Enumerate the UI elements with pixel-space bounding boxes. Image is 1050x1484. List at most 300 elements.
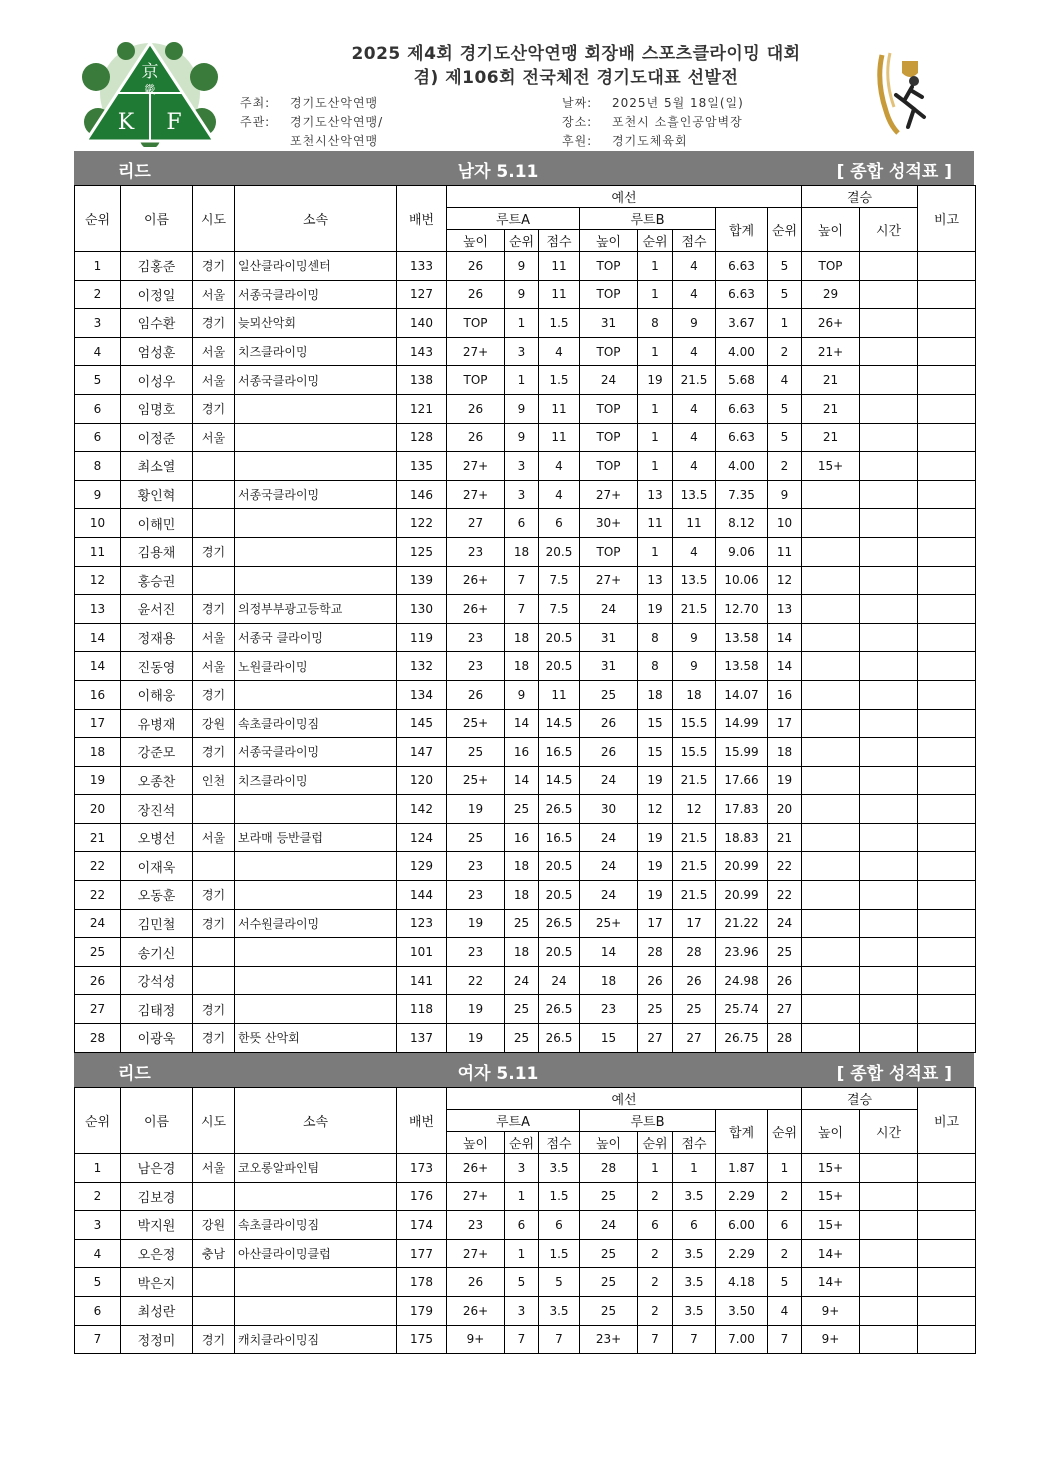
team-cell [235,423,397,452]
route-b-place-cell: 11 [638,509,673,538]
total-cell: 14.07 [716,680,768,709]
route-a-place-cell: 7 [505,566,539,595]
bib-cell: 122 [397,509,447,538]
prelim-rank-cell: 22 [768,881,802,910]
name-cell: 강준모 [121,738,193,767]
final-height-cell [802,995,860,1024]
region-cell: 경기 [193,394,235,423]
bib-cell: 173 [397,1154,447,1183]
route-b-height-cell: 27+ [580,566,638,595]
prelim-rank-cell: 20 [768,795,802,824]
region-cell [193,966,235,995]
col-prelim: 예선 [447,1088,802,1110]
route-a-place-cell: 5 [505,1268,539,1297]
route-b-score-cell: 3.5 [673,1182,716,1211]
region-cell: 경기 [193,995,235,1024]
date-info [562,94,744,111]
route-a-score-cell: 4 [539,337,580,366]
route-b-place-cell: 19 [638,366,673,395]
final-height-cell [802,738,860,767]
route-b-height-cell: 15 [580,1024,638,1053]
final-time-cell [860,938,918,967]
route-a-score-cell: 3.5 [539,1154,580,1183]
region-cell: 서울 [193,366,235,395]
team-cell [235,566,397,595]
region-cell: 경기 [193,680,235,709]
bib-cell: 123 [397,909,447,938]
result-row [75,366,976,395]
route-b-place-cell: 7 [638,1325,673,1354]
final-time-cell [860,337,918,366]
route-b-score-cell: 11 [673,509,716,538]
route-a-place-cell: 6 [505,1211,539,1240]
route-b-height-cell: TOP [580,394,638,423]
rank-cell: 17 [75,709,121,738]
route-b-place-cell: 6 [638,1211,673,1240]
final-time-cell [860,881,918,910]
organizer-value-2: 포천시산악연맹 [290,134,379,148]
final-height-cell [802,623,860,652]
prelim-rank-cell: 2 [768,1182,802,1211]
result-row [75,795,976,824]
region-cell: 서울 [193,337,235,366]
final-time-cell [860,252,918,281]
name-cell: 최소열 [121,452,193,481]
rank-cell: 2 [75,1182,121,1211]
men-category: 남자 5.11 [457,162,539,182]
col-b-place: 순위 [638,1132,673,1154]
route-b-place-cell: 17 [638,909,673,938]
region-cell [193,852,235,881]
bib-cell: 174 [397,1211,447,1240]
total-cell: 2.29 [716,1182,768,1211]
route-b-place-cell: 28 [638,938,673,967]
team-cell: 서종국클라이밍 [235,366,397,395]
rank-cell: 8 [75,452,121,481]
prelim-rank-cell: 6 [768,1211,802,1240]
team-cell: 서종국클라이밍 [235,738,397,767]
route-b-height-cell: 23+ [580,1325,638,1354]
route-b-height-cell: 18 [580,966,638,995]
name-cell: 엄성훈 [121,337,193,366]
route-a-place-cell: 25 [505,795,539,824]
route-b-place-cell: 2 [638,1296,673,1325]
team-cell [235,394,397,423]
route-a-place-cell: 9 [505,280,539,309]
prelim-rank-cell: 16 [768,680,802,709]
route-a-place-cell: 3 [505,337,539,366]
total-cell: 13.58 [716,652,768,681]
route-b-height-cell: TOP [580,537,638,566]
route-b-score-cell: 21.5 [673,852,716,881]
organizer-info [240,113,383,130]
total-cell: 3.50 [716,1296,768,1325]
route-b-height-cell: 24 [580,766,638,795]
final-height-cell: 21 [802,366,860,395]
route-a-height-cell: 25+ [447,709,505,738]
prelim-rank-cell: 7 [768,1325,802,1354]
route-a-place-cell: 1 [505,1239,539,1268]
team-cell: 속초클라이밍짐 [235,1211,397,1240]
total-cell: 17.83 [716,795,768,824]
route-a-height-cell: 27+ [447,452,505,481]
result-row [75,1325,976,1354]
route-a-score-cell: 3.5 [539,1296,580,1325]
remarks-cell [918,595,976,624]
name-cell: 홍승권 [121,566,193,595]
women-category: 여자 5.11 [457,1064,539,1084]
col-b-height: 높이 [580,230,638,252]
total-cell: 7.35 [716,480,768,509]
route-b-height-cell: 27+ [580,480,638,509]
result-row [75,1154,976,1183]
remarks-cell [918,909,976,938]
route-a-height-cell: 26 [447,680,505,709]
route-a-score-cell: 26.5 [539,909,580,938]
route-a-height-cell: 27 [447,509,505,538]
region-cell [193,509,235,538]
final-height-cell: 21 [802,423,860,452]
route-b-score-cell: 21.5 [673,366,716,395]
prelim-rank-cell: 24 [768,909,802,938]
final-height-cell: 9+ [802,1296,860,1325]
route-b-score-cell: 4 [673,452,716,481]
region-cell [193,795,235,824]
col-total: 합계 [716,208,768,252]
prelim-rank-cell: 22 [768,852,802,881]
name-cell: 최성란 [121,1296,193,1325]
team-cell: 서종국클라이밍 [235,480,397,509]
bib-cell: 132 [397,652,447,681]
region-cell [193,1182,235,1211]
route-b-place-cell: 1 [638,452,673,481]
bib-cell: 119 [397,623,447,652]
col-region: 시도 [193,186,235,252]
team-cell: 서종국클라이밍 [235,280,397,309]
region-cell: 경기 [193,881,235,910]
host-label: 주최: [240,96,271,110]
route-b-score-cell: 3.5 [673,1296,716,1325]
col-final: 결승 [802,186,918,208]
route-b-place-cell: 1 [638,337,673,366]
prelim-rank-cell: 1 [768,1154,802,1183]
final-time-cell [860,452,918,481]
final-height-cell: 15+ [802,1182,860,1211]
col-name: 이름 [121,186,193,252]
final-time-cell [860,966,918,995]
route-a-score-cell: 1.5 [539,1239,580,1268]
route-b-place-cell: 19 [638,595,673,624]
climber-trophy-icon [868,51,938,137]
route-a-height-cell: 25 [447,738,505,767]
region-cell [193,452,235,481]
name-cell: 이재욱 [121,852,193,881]
prelim-rank-cell: 28 [768,1024,802,1053]
region-cell: 서울 [193,280,235,309]
name-cell: 오종찬 [121,766,193,795]
final-time-cell [860,823,918,852]
route-a-score-cell: 11 [539,252,580,281]
route-a-height-cell: 26 [447,252,505,281]
route-a-place-cell: 14 [505,766,539,795]
name-cell: 진동영 [121,652,193,681]
prelim-rank-cell: 25 [768,938,802,967]
route-b-height-cell: 25 [580,680,638,709]
route-b-score-cell: 21.5 [673,823,716,852]
route-b-score-cell: 25 [673,995,716,1024]
rank-cell: 3 [75,1211,121,1240]
rank-cell: 9 [75,480,121,509]
rank-cell: 6 [75,1296,121,1325]
result-row [75,1296,976,1325]
route-b-place-cell: 1 [638,280,673,309]
prelim-rank-cell: 4 [768,1296,802,1325]
route-a-place-cell: 18 [505,652,539,681]
route-a-place-cell: 25 [505,909,539,938]
route-a-place-cell: 16 [505,738,539,767]
title-line-1: 2025 제4회 경기도산악연맹 회장배 스포츠클라이밍 대회 [351,44,801,64]
place-info [562,113,743,130]
final-height-cell [802,823,860,852]
route-a-score-cell: 6 [539,509,580,538]
remarks-cell [918,280,976,309]
route-b-score-cell: 18 [673,680,716,709]
route-b-place-cell: 2 [638,1268,673,1297]
route-b-place-cell: 8 [638,623,673,652]
prelim-rank-cell: 14 [768,623,802,652]
route-b-place-cell: 13 [638,480,673,509]
route-a-place-cell: 3 [505,1296,539,1325]
rank-cell: 7 [75,1325,121,1354]
prelim-rank-cell: 2 [768,337,802,366]
final-height-cell [802,709,860,738]
col-total: 합계 [716,1110,768,1154]
final-time-cell [860,509,918,538]
route-b-place-cell: 18 [638,680,673,709]
remarks-cell [918,995,976,1024]
bib-cell: 130 [397,595,447,624]
total-cell: 6.63 [716,252,768,281]
final-time-cell [860,1154,918,1183]
route-b-place-cell: 26 [638,966,673,995]
final-time-cell [860,623,918,652]
route-a-height-cell: 23 [447,938,505,967]
final-time-cell [860,280,918,309]
men-results-table [74,185,976,1053]
women-sheet-label: [ 종합 성적표 ] [836,1064,952,1084]
route-a-height-cell: 23 [447,537,505,566]
logo-mark-right: F [166,110,182,135]
col-region: 시도 [193,1088,235,1154]
route-a-score-cell: 1.5 [539,366,580,395]
total-cell: 20.99 [716,852,768,881]
result-row [75,566,976,595]
bib-cell: 121 [397,394,447,423]
col-a-height: 높이 [447,230,505,252]
col-rank: 순위 [75,1088,121,1154]
result-row [75,766,976,795]
route-a-height-cell: 26 [447,280,505,309]
route-a-place-cell: 25 [505,1024,539,1053]
prelim-rank-cell: 5 [768,1268,802,1297]
rank-cell: 12 [75,566,121,595]
final-time-cell [860,1182,918,1211]
route-b-place-cell: 25 [638,995,673,1024]
region-cell: 경기 [193,738,235,767]
bib-cell: 144 [397,881,447,910]
remarks-cell [918,966,976,995]
route-b-height-cell: 14 [580,938,638,967]
rank-cell: 13 [75,595,121,624]
route-b-score-cell: 21.5 [673,595,716,624]
bib-cell: 179 [397,1296,447,1325]
remarks-cell [918,1296,976,1325]
route-b-score-cell: 28 [673,938,716,967]
col-route-a: 루트A [447,208,580,230]
bib-cell: 135 [397,452,447,481]
remarks-cell [918,452,976,481]
logo-mark-left: K [117,110,135,135]
rank-cell: 11 [75,537,121,566]
bib-cell: 127 [397,280,447,309]
route-b-score-cell: 12 [673,795,716,824]
final-height-cell: 15+ [802,452,860,481]
remarks-cell [918,337,976,366]
final-height-cell [802,938,860,967]
result-row [75,1268,976,1297]
team-cell: 보라매 등반클럽 [235,823,397,852]
final-height-cell: TOP [802,252,860,281]
bib-cell: 133 [397,252,447,281]
route-b-height-cell: 25 [580,1182,638,1211]
prelim-rank-cell: 11 [768,537,802,566]
total-cell: 25.74 [716,995,768,1024]
remarks-cell [918,795,976,824]
col-prelim: 예선 [447,186,802,208]
team-cell [235,452,397,481]
total-cell: 9.06 [716,537,768,566]
route-a-score-cell: 20.5 [539,881,580,910]
name-cell: 황인혁 [121,480,193,509]
final-height-cell [802,909,860,938]
final-time-cell [860,680,918,709]
remarks-cell [918,1211,976,1240]
total-cell: 3.67 [716,309,768,338]
total-cell: 6.63 [716,280,768,309]
name-cell: 김용채 [121,537,193,566]
result-row [75,1182,976,1211]
route-a-height-cell: 26 [447,394,505,423]
total-cell: 26.75 [716,1024,768,1053]
route-b-place-cell: 15 [638,709,673,738]
prelim-rank-cell: 12 [768,566,802,595]
final-height-cell [802,1024,860,1053]
route-b-score-cell: 4 [673,252,716,281]
team-cell: 일산클라이밍센터 [235,252,397,281]
name-cell: 임수환 [121,309,193,338]
team-cell: 노원클라이밍 [235,652,397,681]
bib-cell: 176 [397,1182,447,1211]
route-a-score-cell: 20.5 [539,938,580,967]
route-b-place-cell: 19 [638,881,673,910]
prelim-rank-cell: 2 [768,1239,802,1268]
final-height-cell [802,766,860,795]
host-value: 경기도산악연맹 [290,96,379,110]
final-height-cell: 21 [802,394,860,423]
host-info [240,94,378,111]
route-a-score-cell: 26.5 [539,1024,580,1053]
final-height-cell [802,852,860,881]
route-b-height-cell: 24 [580,852,638,881]
route-a-place-cell: 9 [505,394,539,423]
col-name: 이름 [121,1088,193,1154]
route-a-height-cell: 27+ [447,337,505,366]
bib-cell: 146 [397,480,447,509]
rank-cell: 1 [75,252,121,281]
rank-cell: 18 [75,738,121,767]
total-cell: 5.68 [716,366,768,395]
route-b-score-cell: 7 [673,1325,716,1354]
name-cell: 이정일 [121,280,193,309]
total-cell: 2.29 [716,1239,768,1268]
bib-cell: 124 [397,823,447,852]
rank-cell: 28 [75,1024,121,1053]
route-a-score-cell: 11 [539,280,580,309]
rank-cell: 25 [75,938,121,967]
prelim-rank-cell: 13 [768,595,802,624]
route-b-place-cell: 19 [638,766,673,795]
route-b-score-cell: 4 [673,394,716,423]
result-row [75,1024,976,1053]
route-b-place-cell: 1 [638,252,673,281]
region-cell: 경기 [193,1024,235,1053]
remarks-cell [918,566,976,595]
bib-cell: 140 [397,309,447,338]
logo-mark-sub: 畿 [144,83,156,96]
region-cell: 인천 [193,766,235,795]
total-cell: 4.00 [716,452,768,481]
bib-cell: 120 [397,766,447,795]
remarks-cell [918,480,976,509]
final-height-cell: 21+ [802,337,860,366]
route-b-height-cell: TOP [580,280,638,309]
total-cell: 10.06 [716,566,768,595]
route-a-place-cell: 7 [505,1325,539,1354]
total-cell: 24.98 [716,966,768,995]
prelim-rank-cell: 10 [768,509,802,538]
remarks-cell [918,1268,976,1297]
region-cell: 서울 [193,823,235,852]
total-cell: 6.63 [716,394,768,423]
remarks-cell [918,537,976,566]
col-a-score: 점수 [539,230,580,252]
final-time-cell [860,995,918,1024]
route-b-score-cell: 27 [673,1024,716,1053]
team-cell: 서수원클라이밍 [235,909,397,938]
final-time-cell [860,537,918,566]
rank-cell: 14 [75,623,121,652]
remarks-cell [918,1024,976,1053]
rank-cell: 10 [75,509,121,538]
route-b-height-cell: 24 [580,1211,638,1240]
total-cell: 15.99 [716,738,768,767]
total-cell: 4.18 [716,1268,768,1297]
result-row [75,252,976,281]
route-a-height-cell: 26+ [447,595,505,624]
route-b-height-cell: 25+ [580,909,638,938]
result-row [75,423,976,452]
remarks-cell [918,680,976,709]
